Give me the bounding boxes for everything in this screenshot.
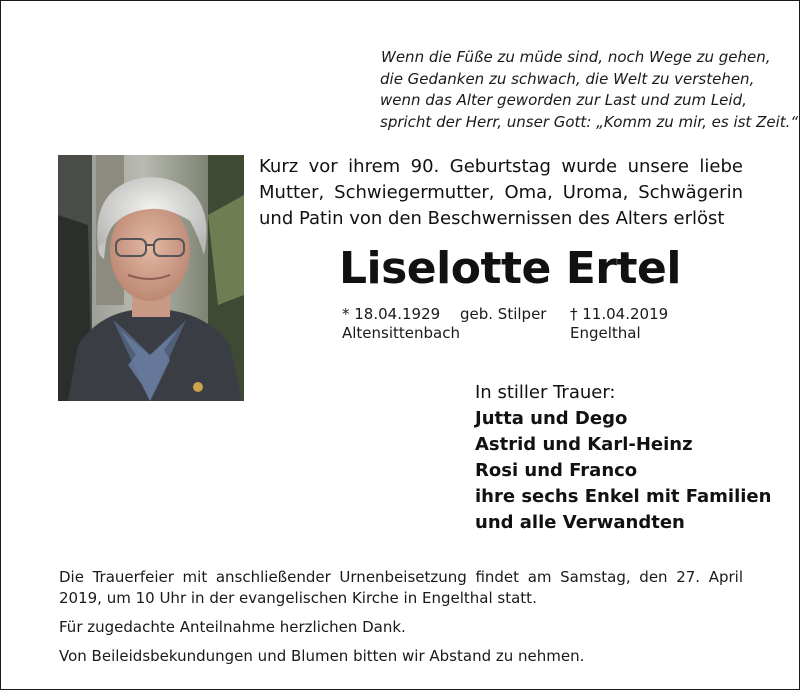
mourner-name: und alle Verwandten (475, 512, 685, 533)
mourners-heading: In stiller Trauer: (475, 382, 616, 403)
condolence-request: Von Beileidsbekundungen und Blumen bitten wir Abstand zu nehmen. (59, 647, 585, 665)
intro-line: und Patin von den Beschwernissen des Alters erlöst (259, 208, 725, 229)
birth-place: Altensittenbach (342, 324, 460, 342)
birth-date: * 18.04.1929 (342, 305, 441, 323)
thanks-text: Für zugedachte Anteilnahme herzlichen Dank. (59, 618, 406, 636)
mourner-name: Astrid und Karl-Heinz (475, 434, 693, 455)
intro-text (259, 154, 743, 232)
death-date: † 11.04.2019 (570, 305, 669, 323)
poem-line: die Gedanken zu schwach, die Welt zu verstehen, (380, 69, 755, 88)
intro-line: Kurz vor ihrem 90. Geburtstag wurde unsere liebe (259, 156, 743, 177)
intro-line: Mutter, Schwiegermutter, Oma, Uroma, Schwägerin (259, 182, 743, 203)
death-place: Engelthal (570, 324, 641, 342)
funeral-notice (59, 567, 743, 675)
poem-line: wenn das Alter geworden zur Last und zum Leid, (380, 91, 747, 109)
portrait-photo (58, 155, 244, 401)
mourner-name: Jutta und Dego (475, 408, 628, 429)
mourner-name: ihre sechs Enkel mit Familien (475, 486, 772, 507)
poem-line: spricht der Herr, unser Gott: „Komm zu mir, es ist Zeit.“ (380, 112, 799, 131)
maiden-name: geb. Stilper (460, 305, 547, 323)
mourner-name: Rosi und Franco (475, 460, 638, 481)
portrait-image (58, 155, 244, 401)
poem (380, 47, 799, 133)
deceased-name: Liselotte Ertel (339, 243, 681, 294)
service-info: Die Trauerfeier mit anschließender Urnenbeisetzung findet am Samstag, den 27. April 2019, um 10 Uhr in der evangelischen Kirche in Engelthal statt. (59, 568, 743, 607)
poem-line: Wenn die Füße zu müde sind, noch Wege zu gehen, (381, 48, 771, 66)
mourners-block (475, 380, 785, 536)
